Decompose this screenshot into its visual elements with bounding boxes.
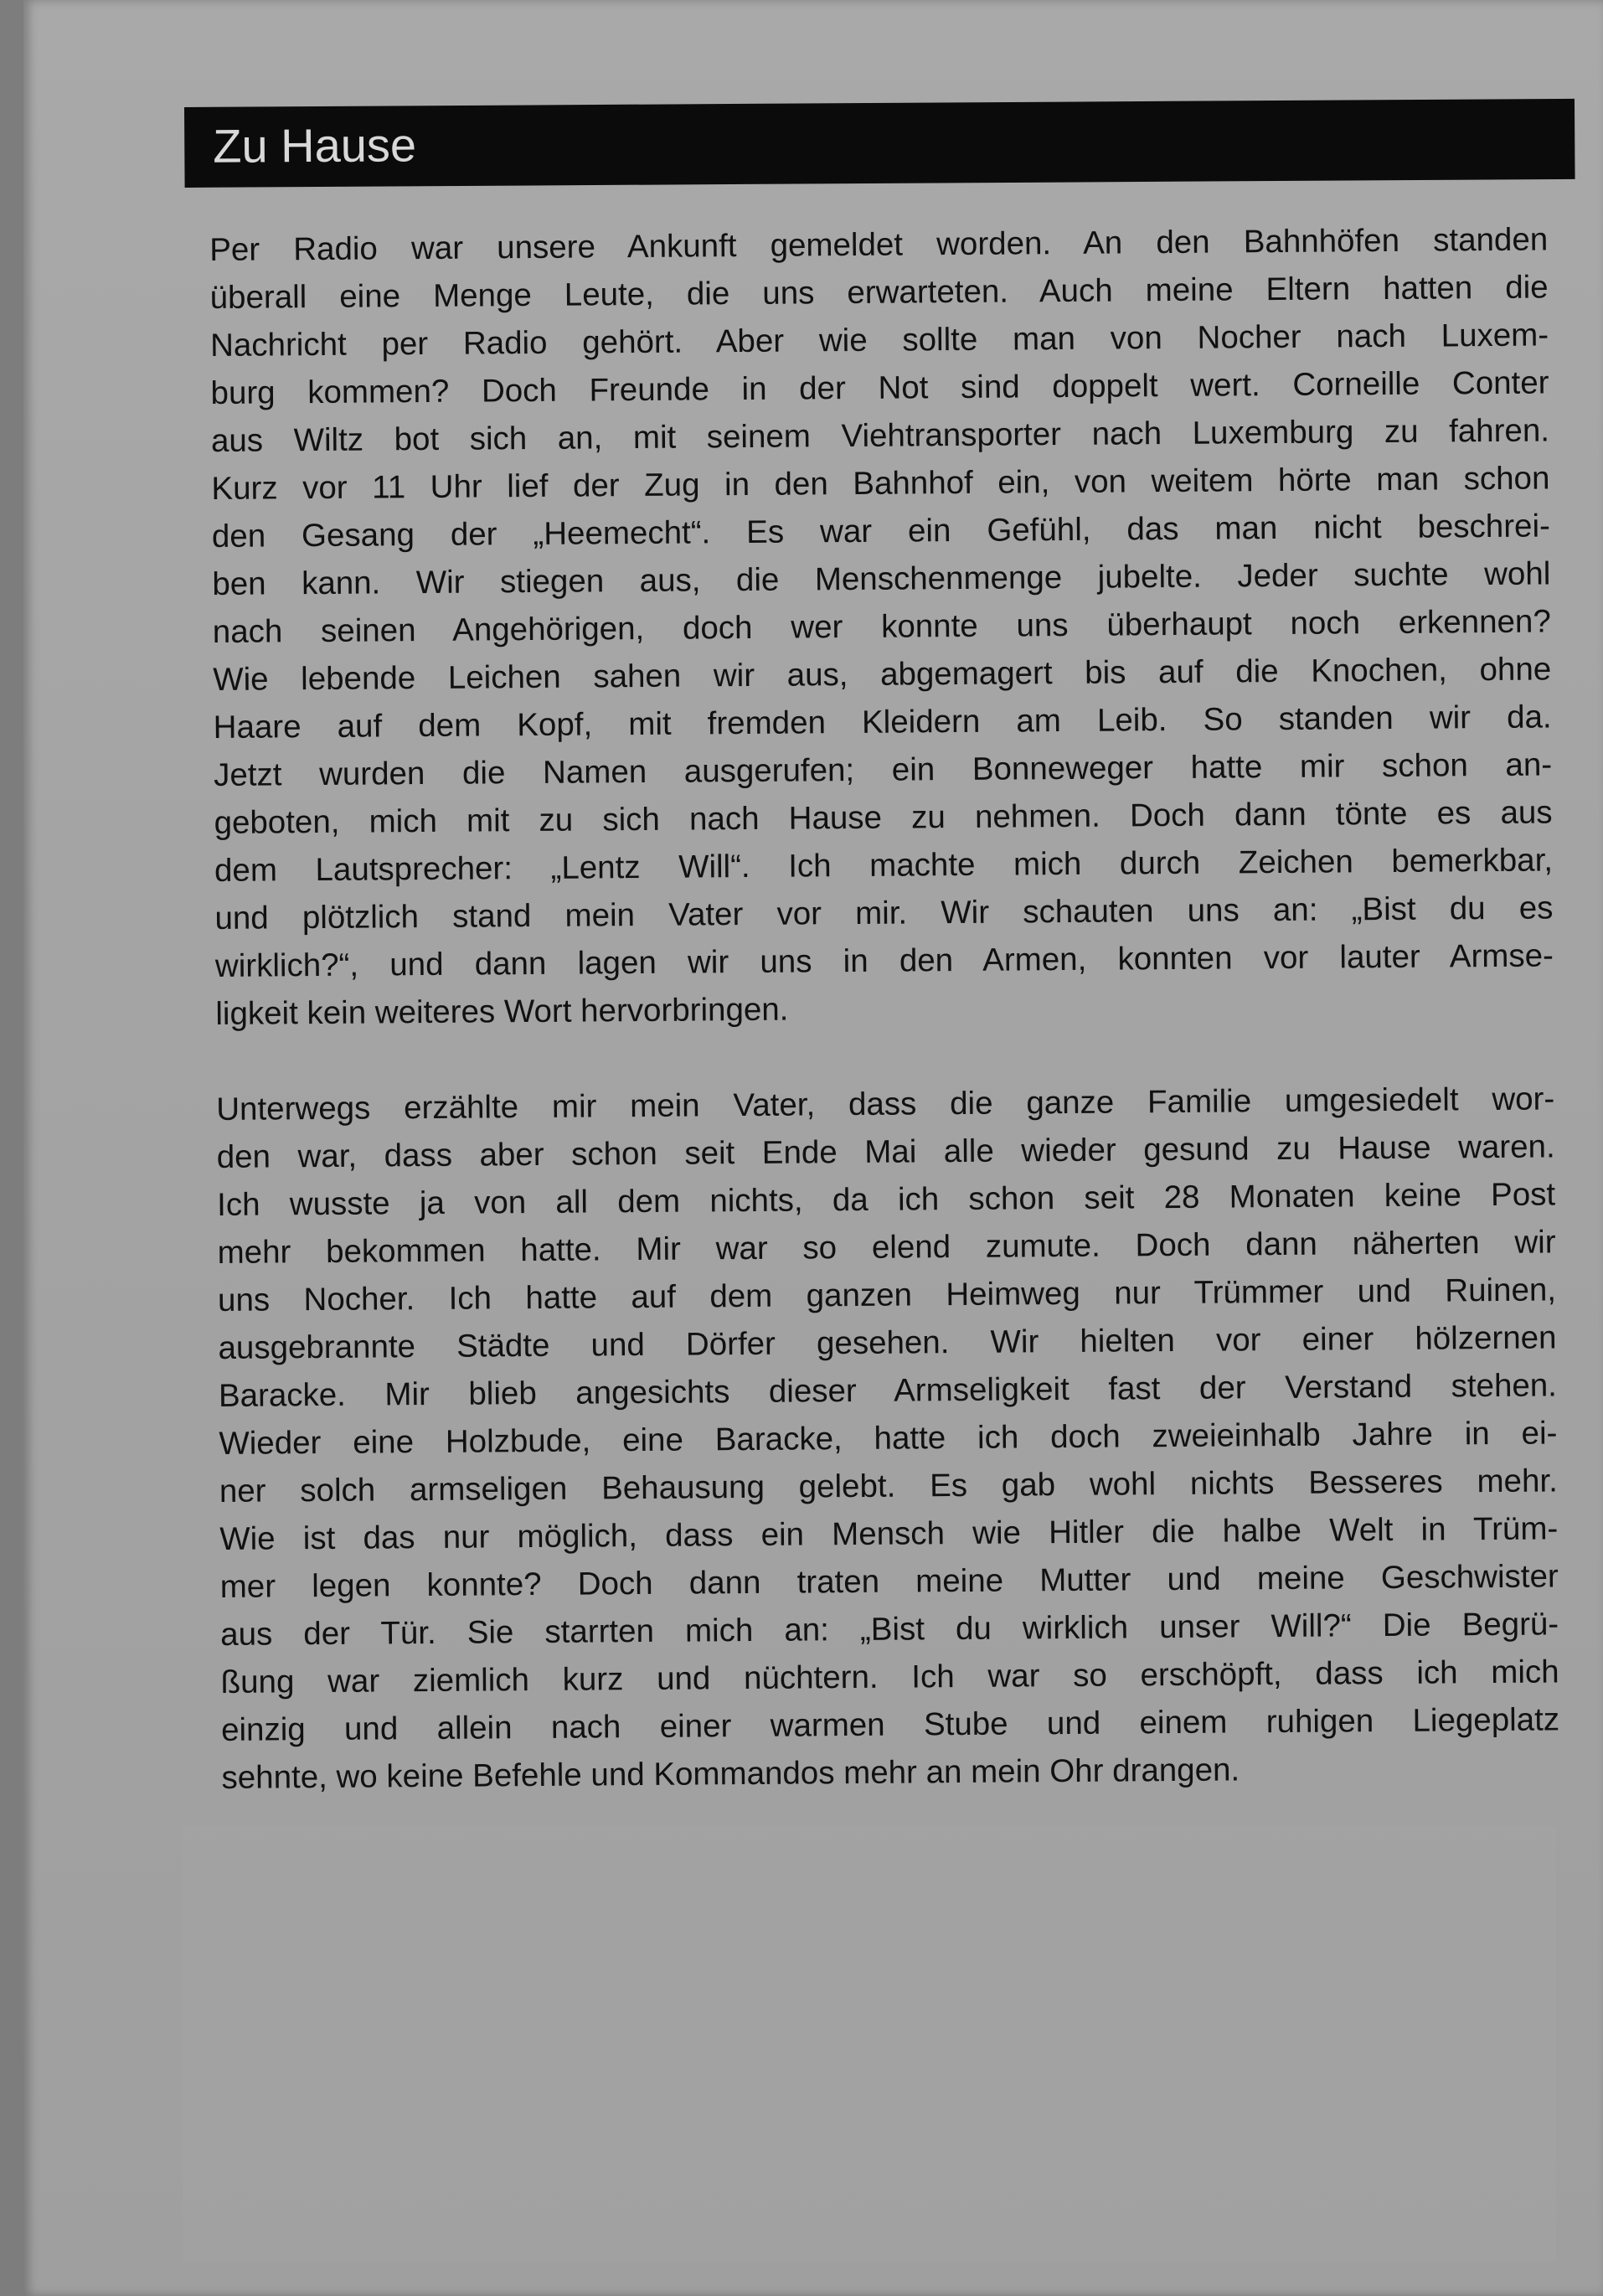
section-heading: Zu Hause bbox=[213, 118, 417, 173]
text-line: überall eine Menge Leute, die uns erwarteten. Auch meine Eltern hatten die bbox=[209, 269, 1549, 316]
text-line: ausgebrannte Städte und Dörfer gesehen. Wir hielten vor einer hölzernen bbox=[218, 1319, 1557, 1366]
text-line: Per Radio war unsere Ankunft gemeldet worden. An den Bahnhöfen standen bbox=[209, 221, 1549, 268]
text-line: ßung war ziemlich kurz und nüchtern. Ich war so erschöpft, dass ich mich bbox=[220, 1654, 1559, 1700]
text-line: ben kann. Wir stiegen aus, die Menschenmenge jubelte. Jeder suchte wohl bbox=[212, 555, 1551, 602]
text-line: burg kommen? Doch Freunde in der Not sind doppelt wert. Corneille Conter bbox=[210, 364, 1549, 411]
text-line: Nachricht per Radio gehört. Aber wie sollte man von Nocher nach Luxem- bbox=[209, 317, 1549, 364]
text-line: ligkeit kein weiteres Wort hervorbringen. bbox=[215, 991, 789, 1032]
text-line: Wieder eine Holzbude, eine Baracke, hatte ich doch zweieinhalb Jahre in ei- bbox=[219, 1415, 1558, 1462]
text-line: mer legen konnte? Doch dann traten meine Mutter und meine Geschwister bbox=[219, 1558, 1559, 1605]
text-line: nach seinen Angehörigen, doch wer konnte uns überhaupt noch erkennen? bbox=[212, 603, 1551, 650]
text-line: Unterwegs erzählte mir mein Vater, dass die ganze Familie umgesiedelt wor- bbox=[216, 1081, 1555, 1127]
paragraph bbox=[209, 215, 1554, 1038]
section-heading-bar bbox=[184, 99, 1575, 188]
text-line: Ich wusste ja von all dem nichts, da ich schon seit 28 Monaten keine Post bbox=[217, 1176, 1556, 1223]
text-line: Wie ist das nur möglich, dass ein Mensch wie Hitler die halbe Welt in Trüm- bbox=[219, 1510, 1559, 1557]
text-line: Haare auf dem Kopf, mit fremden Kleidern am Leib. So standen wir da. bbox=[213, 699, 1552, 746]
text-line: Baracke. Mir blieb angesichts dieser Armseligkeit fast der Verstand stehen. bbox=[218, 1367, 1558, 1414]
page-shade bbox=[183, 1826, 1556, 2262]
text-line: Kurz vor 11 Uhr lief der Zug in den Bahnhof ein, von weitem hörte man schon bbox=[211, 460, 1550, 507]
text-line: mehr bekommen hatte. Mir war so elend zumute. Doch dann näherten wir bbox=[217, 1224, 1556, 1271]
text-line: Wie lebende Leichen sahen wir aus, abgemagert bis auf die Knochen, ohne bbox=[213, 651, 1552, 698]
text-line: wirklich?“, und dann lagen wir uns in den Armen, konnten vor lauter Armse- bbox=[214, 937, 1554, 984]
text-line: aus Wiltz bot sich an, mit seinem Viehtransporter nach Luxemburg zu fahren. bbox=[210, 412, 1550, 459]
text-line: dem Lautsprecher: „Lentz Will“. Ich machte mich durch Zeichen bemerkbar, bbox=[214, 842, 1554, 889]
text-line: ner solch armseligen Behausung gelebt. Es gab wohl nichts Besseres mehr. bbox=[219, 1463, 1558, 1509]
book-page bbox=[23, 0, 1603, 2296]
text-line: den war, dass aber schon seit Ende Mai alle wieder gesund zu Hause waren. bbox=[216, 1128, 1555, 1175]
text-line: einzig und allein nach einer warmen Stube und einem ruhigen Liegeplatz bbox=[220, 1701, 1560, 1748]
text-line: sehnte, wo keine Befehle und Kommandos mehr an mein Ohr drangen. bbox=[221, 1752, 1240, 1796]
text-line: geboten, mich mit zu sich nach Hause zu nehmen. Doch dann tönte es aus bbox=[214, 794, 1553, 841]
body-text bbox=[209, 215, 1560, 1801]
text-line: den Gesang der „Heemecht“. Es war ein Gefühl, das man nicht beschrei- bbox=[211, 508, 1551, 555]
text-line: Jetzt wurden die Namen ausgerufen; ein Bonneweger hatte mir schon an- bbox=[213, 746, 1553, 793]
text-line: und plötzlich stand mein Vater vor mir. Wir schauten uns an: „Bist du es bbox=[214, 890, 1554, 936]
paragraph bbox=[216, 1075, 1560, 1802]
text-line: uns Nocher. Ich hatte auf dem ganzen Heimweg nur Trümmer und Ruinen, bbox=[217, 1272, 1557, 1318]
text-line: aus der Tür. Sie starrten mich an: „Bist du wirklich unser Will?“ Die Begrü- bbox=[220, 1606, 1559, 1653]
